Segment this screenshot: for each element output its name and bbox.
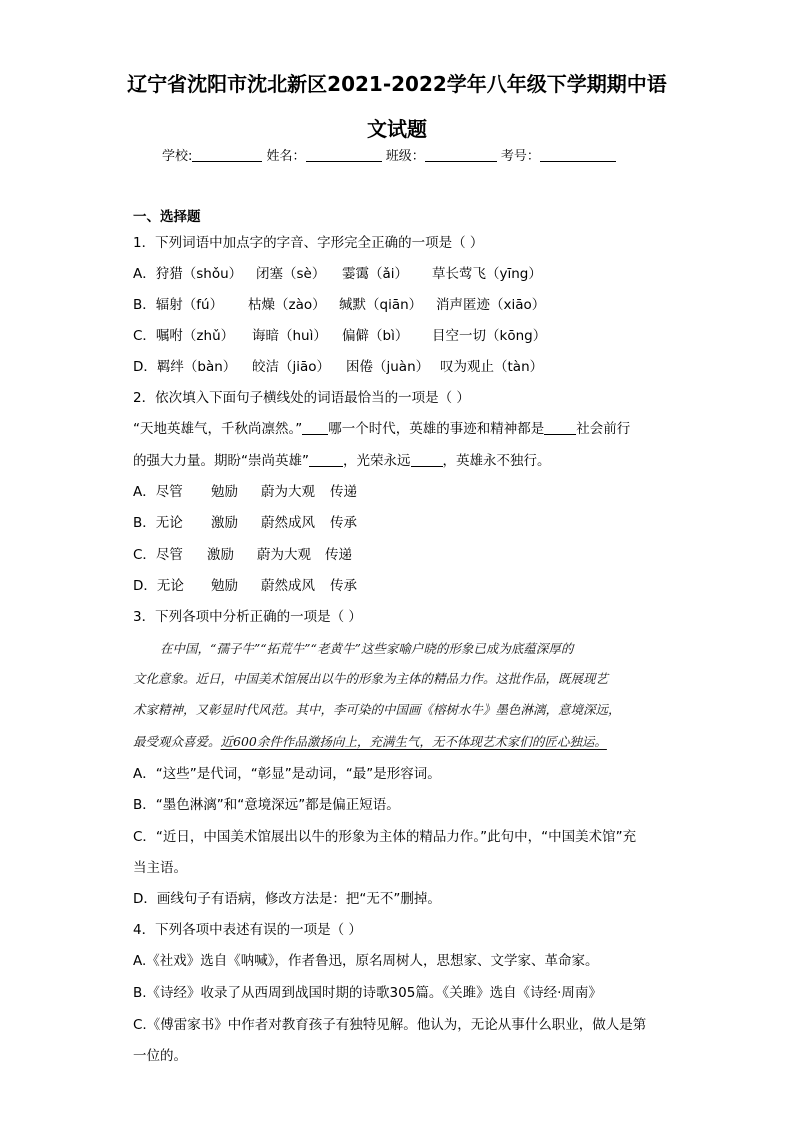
q3-stem: 3．下列各项中分析正确的一项是（ ） bbox=[133, 609, 362, 625]
q1-option-a-1: A．狩猎（shǒu） bbox=[133, 266, 243, 282]
q2-option-a-1: A．尽管 bbox=[133, 484, 183, 500]
section-heading: 一、选择题 bbox=[133, 209, 201, 225]
q3-passage-text: 最受观众喜爱。 bbox=[133, 734, 221, 749]
class-blank bbox=[425, 148, 497, 162]
q1-option-d-2: 皎洁（jiāo） bbox=[252, 359, 331, 375]
q1-option-d-3: 困倦（juàn） bbox=[346, 359, 430, 375]
q1-option-b-1: B．辐射（fú） bbox=[133, 297, 224, 313]
q4-option-a: A.《社戏》选自《呐喊》，作者鲁迅，原名周树人，思想家、文学家、革命家。 bbox=[133, 953, 599, 969]
q2-text-1: “天地英雄气，千秋尚凛然。” bbox=[133, 421, 303, 437]
name-label: 姓名： bbox=[266, 149, 306, 164]
q1-option-d-1: D．羁绊（bàn） bbox=[133, 359, 237, 375]
q3-passage-line3: 术家精神，又彰显时代风范。其中，李可染的中国画《榕树水牛》墨色淋漓，意境深远， bbox=[133, 702, 621, 717]
q2-option-a-4: 传递 bbox=[330, 484, 357, 500]
q2-option-d-4: 传承 bbox=[330, 578, 357, 594]
q2-stem: 2．依次填入下面句子横线处的词语最恰当的一项是（ ） bbox=[133, 390, 470, 406]
q3-option-b: B．“墨色淋漓”和“意境深远”都是偏正短语。 bbox=[133, 797, 400, 813]
q1-option-c-4: 目空一切（kōng） bbox=[432, 328, 547, 344]
q2-option-a-2: 勉励 bbox=[211, 484, 238, 500]
q3-option-a: A．“这些”是代词，“彰显”是动词，“最”是形容词。 bbox=[133, 766, 441, 782]
school-blank bbox=[192, 148, 262, 162]
q2-option-c-3: 蔚为大观 bbox=[257, 547, 311, 563]
student-info-row bbox=[162, 145, 616, 164]
q1-option-c-1: C．嘱咐（zhǔ） bbox=[133, 328, 235, 344]
q1-option-a-4: 草长莺飞（yīng） bbox=[432, 266, 542, 282]
q3-underlined-sentence: 近600余件作品激扬向上，充满生气，无不体现艺术家们的匠心独运。 bbox=[220, 734, 607, 749]
q2-option-c-2: 激励 bbox=[207, 547, 234, 563]
q2-option-d-2: 勉励 bbox=[211, 578, 238, 594]
q2-blank-3 bbox=[309, 452, 343, 467]
q2-option-c-4: 传递 bbox=[325, 547, 352, 563]
q2-option-b-2: 激励 bbox=[211, 515, 238, 531]
q2-text-6: ，英雄永不独行。 bbox=[442, 453, 551, 469]
q3-passage-line4 bbox=[133, 733, 607, 751]
q2-option-d-1: D．无论 bbox=[133, 578, 184, 594]
q1-option-b-3: 缄默（qiān） bbox=[339, 297, 423, 313]
q2-option-b-4: 传承 bbox=[330, 515, 357, 531]
q1-option-a-2: 闭塞（sè） bbox=[256, 266, 326, 282]
exam-number-blank bbox=[540, 148, 616, 162]
q2-text-5: ，光荣永远 bbox=[343, 453, 411, 469]
exam-title-line2: 文试题 bbox=[367, 117, 427, 141]
q2-option-d-3: 蔚然成风 bbox=[261, 578, 315, 594]
q3-option-c-line1: C．“近日，中国美术馆展出以牛的形象为主体的精品力作。”此句中，“中国美术馆”充 bbox=[133, 829, 637, 845]
q4-stem: 4．下列各项中表述有误的一项是（ ） bbox=[133, 922, 362, 938]
q2-option-c-1: C．尽管 bbox=[133, 547, 183, 563]
q3-option-c-line2: 当主语。 bbox=[133, 860, 187, 876]
school-label: 学校: bbox=[162, 149, 193, 164]
q3-passage-line2: 文化意象。近日，中国美术馆展出以牛的形象为主体的精品力作。这批作品，既展现艺 bbox=[133, 671, 609, 686]
name-blank bbox=[306, 148, 382, 162]
q3-option-d: D．画线句子有语病，修改方法是：把“无不”删掉。 bbox=[133, 891, 441, 907]
q4-option-c-line2: 一位的。 bbox=[133, 1048, 187, 1064]
q2-passage-line2 bbox=[133, 452, 551, 470]
q1-option-c-2: 诲暗（huì） bbox=[252, 328, 327, 344]
exam-number-label: 考号： bbox=[500, 149, 540, 164]
q1-option-a-3: 霎霭（ǎi） bbox=[342, 266, 409, 282]
q1-stem: 1．下列词语中加点字的字音、字形完全正确的一项是（ ） bbox=[133, 235, 484, 251]
exam-title-line1: 辽宁省沈阳市沈北新区2021-2022学年八年级下学期期中语 bbox=[127, 72, 667, 96]
q1-option-b-2: 枯燥（zào） bbox=[248, 297, 326, 313]
q2-text-2: 哪一个时代，英雄的事迹和精神都是 bbox=[328, 421, 545, 437]
q1-option-b-4: 消声匿迹（xiāo） bbox=[436, 297, 546, 313]
q1-option-c-3: 偏僻（bì） bbox=[342, 328, 409, 344]
q2-text-4: 的强大力量。期盼“崇尚英雄” bbox=[133, 453, 309, 469]
q4-option-c-line1: C.《傅雷家书》中作者对教育孩子有独特见解。他认为，无论从事什么职业，做人是第 bbox=[133, 1017, 647, 1033]
q2-option-a-3: 蔚为大观 bbox=[261, 484, 315, 500]
q2-option-b-1: B．无论 bbox=[133, 515, 183, 531]
q2-option-b-3: 蔚然成风 bbox=[261, 515, 315, 531]
class-label: 班级： bbox=[385, 149, 425, 164]
q1-option-d-4: 叹为观止（tàn） bbox=[440, 359, 544, 375]
q2-blank-2 bbox=[544, 420, 576, 435]
q2-blank-1 bbox=[302, 420, 328, 435]
q2-passage-line1 bbox=[133, 420, 630, 438]
q2-text-3: 社会前行 bbox=[576, 421, 631, 437]
q2-blank-4 bbox=[411, 452, 443, 467]
q3-passage-line1: 在中国，“孺子牛”“拓荒牛”“老黄牛”这些家喻户晓的形象已成为底蕴深厚的 bbox=[160, 641, 574, 656]
q4-option-b: B.《诗经》收录了从西周到战国时期的诗歌305篇。《关雎》选自《诗经·周南》 bbox=[133, 985, 602, 1001]
